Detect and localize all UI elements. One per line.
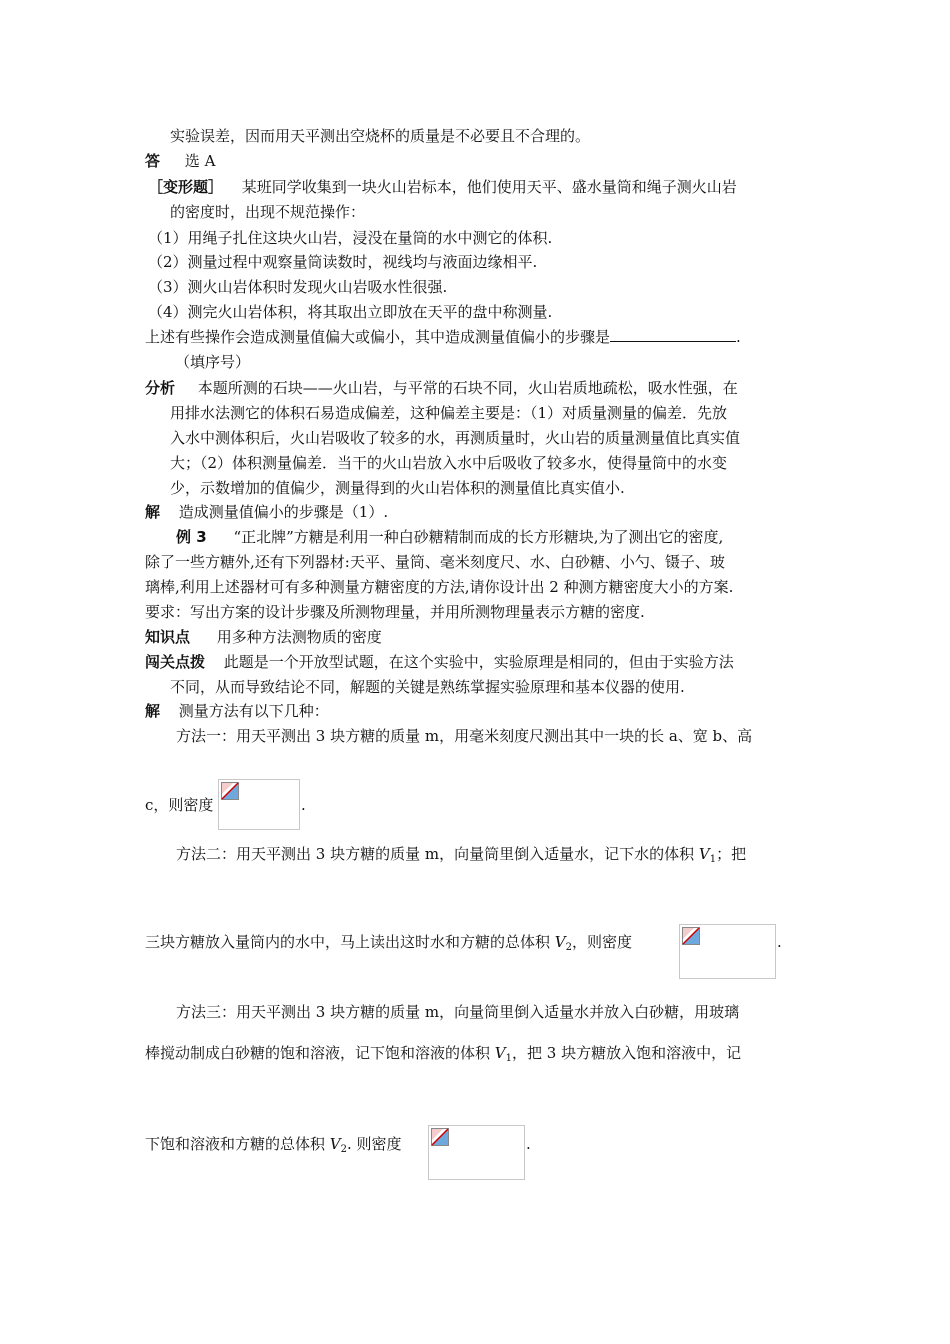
analysis-line3: 入水中测体积后，火山岩吸收了较多的水，再测质量时，火山岩的质量测量值比真实值 [170, 429, 741, 447]
knowledge-row [145, 627, 382, 647]
answer-row [145, 151, 215, 171]
method2-line2 [145, 932, 632, 958]
analysis-line2: 用排水法测它的体积石易造成偏差，这种偏差主要是：（1）对质量测量的偏差．先放 [170, 404, 728, 422]
variant-step-2: （2）测量过程中观察量筒读数时，视线均与液面边缘相平. [148, 253, 538, 271]
method1-line1: 方法一：用天平测出 3 块方糖的质量 m，用毫米刻度尺测出其中一块的长 a、宽 b、高 [176, 727, 753, 745]
example3-text: “正北牌”方糖是利用一种白砂糖精制而成的长方形糖块,为了测出它的密度, [233, 528, 724, 546]
answer-blank [610, 327, 736, 342]
hint-text: 此题是一个开放型试题，在这个实验中，实验原理是相同的，但由于实验方法 [223, 653, 734, 671]
method3-end: . [526, 1135, 531, 1153]
method3-line3-rest: . 则密度 [347, 1135, 402, 1153]
method2-end: . [777, 933, 782, 951]
v2-subscript: 2 [340, 1144, 348, 1155]
example3-line3: 璃棒,利用上述器材可有多种测量方糖密度的方法,请你设计出 2 种测方糖密度大小的方案. [145, 578, 734, 596]
v2-symbol: V [329, 1135, 341, 1153]
broken-image-icon [431, 1128, 449, 1146]
method2-line1 [176, 844, 746, 870]
knowledge-text: 用多种方法测物质的密度 [216, 628, 382, 646]
analysis-line5: 少，示数增加的值偏少，测量得到的火山岩体积的测量值比真实值小. [170, 479, 625, 497]
method3-line3-text: 下饱和溶液和方糖的总体积 [145, 1135, 326, 1153]
hint-line2: 不同，从而导致结论不同，解题的关键是熟练掌握实验原理和基本仪器的使用. [170, 678, 685, 696]
variant-problem-line1 [148, 177, 737, 197]
v2-subscript: 2 [565, 942, 573, 953]
solution2-row [145, 701, 329, 721]
method1-line2: c，则密度 [145, 796, 214, 814]
solution1-label: 解 [145, 503, 161, 521]
variant-problem-line2: 的密度时，出现不规范操作： [170, 203, 366, 221]
v1-symbol: V [698, 845, 710, 863]
method2-line2-text: 三块方糖放入量筒内的水中，马上读出这时水和方糖的总体积 [145, 933, 551, 951]
method3-line2 [145, 1043, 741, 1069]
solution1-row [145, 502, 388, 522]
answer-text: 选 A [184, 152, 216, 170]
variant-question [145, 327, 741, 347]
v1-symbol: V [494, 1044, 506, 1062]
method2-line2-mid: ，则密度 [572, 933, 633, 951]
v1-subscript: 1 [709, 854, 717, 865]
v2-symbol: V [554, 933, 566, 951]
v1-subscript: 1 [505, 1053, 513, 1064]
example3-line2: 除了一些方糖外,还有下列器材:天平、量筒、毫米刻度尺、水、白砂糖、小勺、镊子、玻 [145, 553, 725, 571]
broken-image-icon [221, 782, 239, 800]
solution2-text: 测量方法有以下几种： [178, 702, 329, 720]
formula-image-3 [428, 1125, 525, 1180]
method2-line1-end: ；把 [716, 845, 747, 863]
analysis-text: 本题所测的石块——火山岩，与平常的石块不同，火山岩质地疏松，吸水性强，在 [197, 379, 738, 397]
method2-text: 方法二：用天平测出 3 块方糖的质量 m，向量筒里倒入适量水，记下水的体积 [176, 845, 695, 863]
variant-question-text: 上述有些操作会造成测量值偏大或偏小，其中造成测量值偏小的步骤是 [145, 328, 611, 346]
solution1-text: 造成测量值偏小的步骤是（1）. [178, 503, 389, 521]
variant-step-1: （1）用绳子扎住这块火山岩，浸没在量筒的水中测它的体积. [148, 229, 553, 247]
analysis-label: 分析 [145, 379, 176, 397]
method3-line1: 方法三：用天平测出 3 块方糖的质量 m，向量筒里倒入适量水并放入白砂糖，用玻璃 [176, 1003, 740, 1021]
paragraph-continuation: 实验误差，因而用天平测出空烧杯的质量是不必要且不合理的。 [170, 127, 591, 145]
answer-label: 答 [145, 152, 161, 170]
example3-line1 [176, 527, 723, 547]
analysis-line1 [145, 378, 738, 398]
example3-line4: 要求：写出方案的设计步骤及所测物理量，并用所测物理量表示方糖的密度. [145, 603, 645, 621]
variant-text: 某班同学收集到一块火山岩标本，他们使用天平、盛水量筒和绳子测火山岩 [241, 178, 737, 196]
example3-label: 例 3 [176, 528, 207, 546]
analysis-line4: 大；（2）体积测量偏差．当干的火山岩放入水中后吸收了较多水，使得量筒中的水变 [170, 454, 728, 472]
broken-image-icon [682, 927, 700, 945]
formula-image-1 [218, 779, 300, 830]
method3-line3 [145, 1134, 402, 1160]
variant-label: ［变形题］ [148, 178, 224, 196]
variant-step-4: （4）测完火山岩体积，将其取出立即放在天平的盘中称测量. [148, 303, 553, 321]
fill-note: （填序号） [175, 353, 251, 371]
method3-line2-text: 棒搅动制成白砂糖的饱和溶液，记下饱和溶液的体积 [145, 1044, 491, 1062]
knowledge-label: 知识点 [145, 628, 191, 646]
hint-label: 闯关点拨 [145, 653, 206, 671]
method3-line2-rest: ，把 3 块方糖放入饱和溶液中，记 [512, 1044, 742, 1062]
variant-question-end: . [736, 328, 741, 346]
hint-line1 [145, 652, 734, 672]
variant-step-3: （3）测火山岩体积时发现火山岩吸水性很强. [148, 278, 448, 296]
method1-end: . [301, 796, 306, 814]
formula-image-2 [679, 924, 776, 979]
solution2-label: 解 [145, 702, 161, 720]
